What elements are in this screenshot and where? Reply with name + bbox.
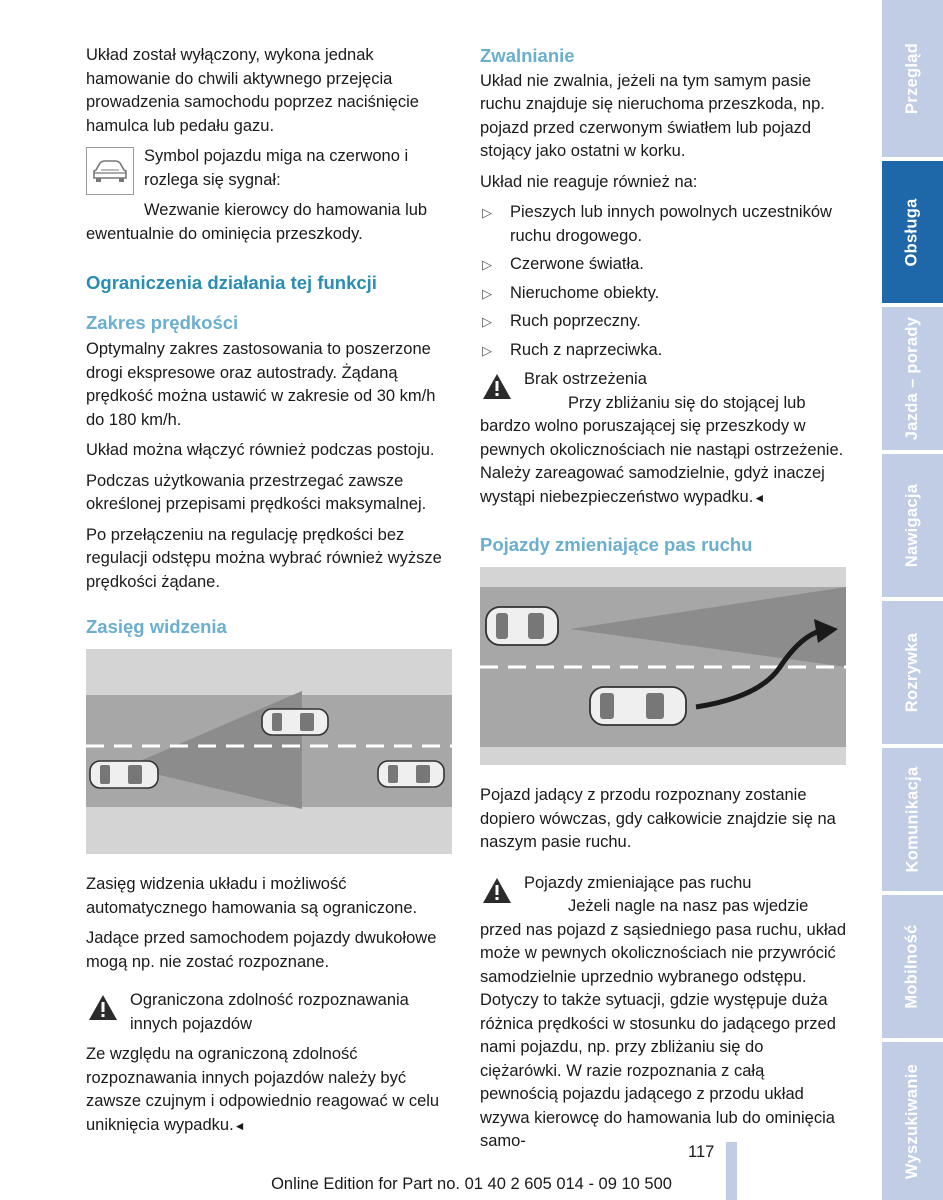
tab-wyszukiwanie[interactable]: Wyszukiwanie — [882, 1042, 943, 1200]
heading-lane: Pojazdy zmieniające pas ruchu — [480, 534, 753, 555]
symbol-note-2: Wezwanie kierowcy do hamowania lub ewentualnie do ominięcia przeszkody. — [86, 201, 428, 243]
left-column — [86, 44, 452, 1145]
bullet-icon: ▷ — [482, 257, 492, 272]
speed-paragraph-3: Podczas użytkowania przestrzegać zawsze określonej przepisami prędkości maksymalnej. — [86, 471, 427, 513]
list-item: ▷ Czerwone światła. — [480, 253, 846, 277]
slow-paragraph-1: Układ nie zwalnia, jeżeli na tym samym pasie ruchu znajduje się nieruchoma przeszkoda, np. pojazd przed czerwonym światłem lub pojazd stojący jako ostatni w korku. — [480, 71, 825, 160]
warning-2-title: Pojazdy zmieniające pas ruchu — [524, 873, 752, 892]
lane-paragraph-1: Pojazd jadący z przodu rozpoznany zostanie dopiero wówczas, gdy całkowicie znajdzie się na naszym pasie ruchu. — [480, 786, 836, 851]
tab-komunikacja[interactable]: Komunikacja — [882, 748, 943, 891]
exceptions-list — [480, 201, 846, 362]
page-number: 117 — [688, 1143, 715, 1161]
warning-2-text: Jeżeli nagle na nasz pas wjedzie przed nas pojazd z sąsiedniego pasa ruchu, układ może w pewnych okolicznościach nie przywrócić samodzielnie uprzednio wybranego odstępu. Dotyczy to także sytuacji, gdzie występuje duża różnica prędkości w stosunku do jadącego przed nami pojazdu, np. przy zbliżaniu się do ciężarówki. W razie rozpoznania z całą pewnością pojazdu jadącego z przodu układ wzywa kierowcę do hamowania lub do ominięcia samo- — [480, 897, 846, 1150]
warning-1-text: Przy zbliżaniu się do stojącej lub bardzo wolno poruszającej się przeszkody w pewnych okolicznościach nie nastąpi ostrzeżenie. Należy zareagować samodzielnie, gdyż inaczej wystąpi niebezpieczeństwo wypadku.◄ — [480, 393, 844, 506]
tab-obsluga[interactable]: Obsługa — [882, 161, 943, 303]
tab-przeglad[interactable]: Przegląd — [882, 0, 943, 157]
end-mark-icon: ◄ — [233, 1118, 246, 1133]
right-column — [480, 44, 846, 1161]
list-item: ▷ Pieszych lub innych powolnych uczestników ruchu drogowego. — [482, 203, 832, 245]
range-illustration — [86, 649, 452, 862]
tab-jazda-porady[interactable]: Jazda – porady — [882, 307, 943, 450]
bullet-icon: ▷ — [482, 205, 492, 220]
end-mark-icon: ◄ — [753, 490, 766, 505]
car-symbol-icon — [86, 147, 134, 195]
warning-icon — [86, 991, 120, 1025]
heading-range: Zasięg widzenia — [86, 616, 227, 637]
speed-paragraph-1: Optymalny zakres zastosowania to poszerzone drogi ekspresowe oraz autostrady. Żądaną prędkość można ustawić w zakresie od 30 km/h do 180 km/h. — [86, 340, 436, 429]
tab-nawigacja[interactable]: Nawigacja — [882, 454, 943, 597]
heading-slow: Zwalnianie — [480, 45, 575, 66]
heading-limits: Ograniczenia działania tej funkcji — [86, 272, 377, 293]
intro-paragraph: Układ został wyłączony, wykona jednak hamowanie do chwili aktywnego przejęcia prowadzenia samochodu poprzez naciśnięcie hamulca lub pedału gazu. — [86, 46, 419, 135]
speed-paragraph-2: Układ można włączyć również podczas postoju. — [86, 441, 435, 459]
warning-icon — [480, 370, 514, 404]
footer-edition: Online Edition for Part no. 01 40 2 605 014 - 09 10 500 — [271, 1175, 672, 1193]
tab-rozrywka[interactable]: Rozrywka — [882, 601, 943, 744]
chapter-tabs — [882, 0, 943, 1200]
bullet-icon: ▷ — [482, 285, 492, 301]
range-paragraph-1: Zasięg widzenia układu i możliwość automatycznego hamowania są ograniczone. — [86, 875, 418, 917]
bullet-icon: ▷ — [482, 342, 492, 358]
slow-paragraph-2: Układ nie reaguje również na: — [480, 172, 698, 191]
warning-title: Ograniczona zdolność rozpoznawania innych pojazdów — [130, 991, 409, 1033]
bullet-icon: ▷ — [482, 314, 492, 329]
list-item: ▷ Ruch poprzeczny. — [480, 310, 846, 334]
list-item: ▷ Nieruchome obiekty. — [480, 282, 846, 306]
speed-paragraph-4: Po przełączeniu na regulację prędkości bez regulacji odstępu można wybrać również wyższe prędkości żądane. — [86, 525, 442, 591]
list-item: ▷ Ruch z naprzeciwka. — [480, 339, 846, 363]
warning-text: Ze względu na ograniczoną zdolność rozpoznawania innych pojazdów należy być zawsze czujnym i odpowiednio reagować w celu uniknięcia wypadku.◄ — [86, 1045, 440, 1134]
warning-icon — [480, 874, 514, 908]
warning-1-title: Brak ostrzeżenia — [524, 370, 647, 388]
symbol-note: Symbol pojazdu miga na czerwono i rozlega się sygnał: — [144, 147, 409, 189]
heading-speed: Zakres prędkości — [86, 311, 239, 333]
tab-mobilnosc[interactable]: Mobilność — [882, 895, 943, 1038]
range-paragraph-2: Jadące przed samochodem pojazdy dwukołowe mogą np. nie zostać rozpoznane. — [86, 929, 437, 971]
lane-change-illustration — [480, 567, 846, 773]
